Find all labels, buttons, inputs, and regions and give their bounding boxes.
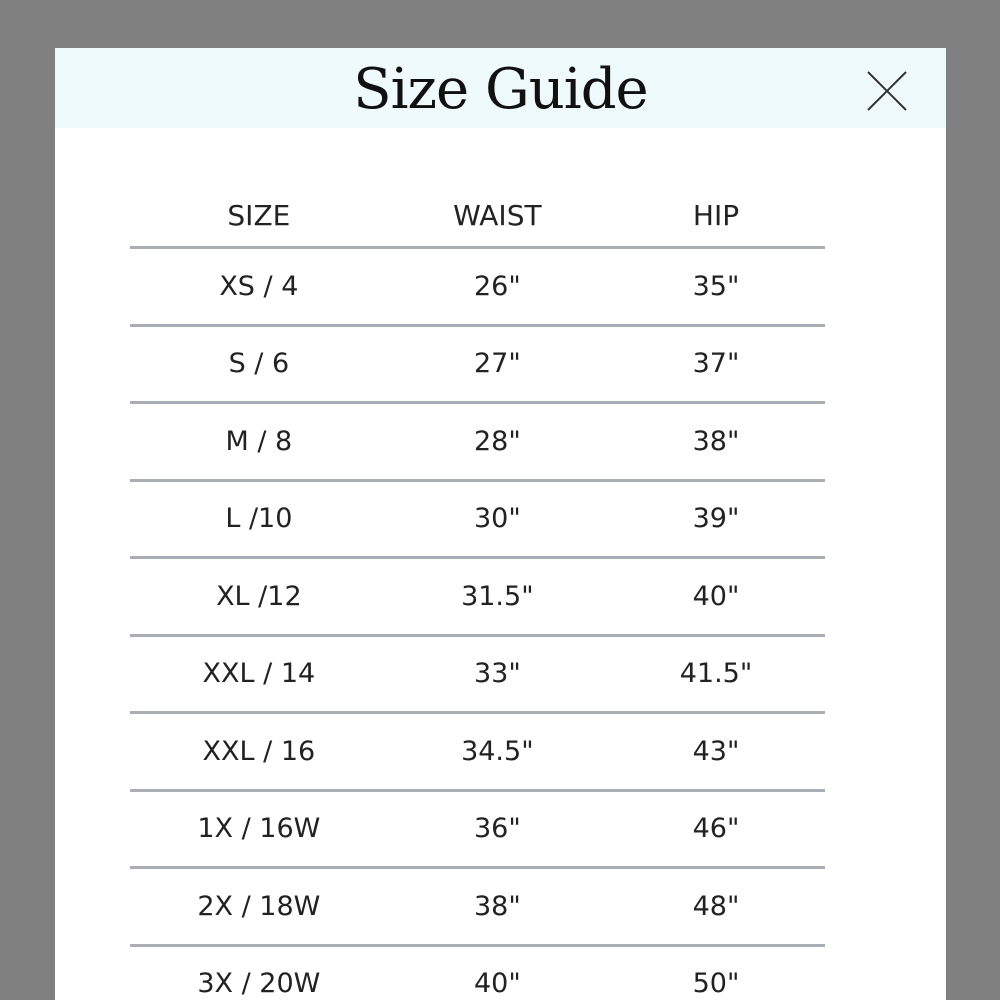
cell-size: 1X / 16W bbox=[197, 813, 321, 845]
cell-size: S / 6 bbox=[228, 348, 290, 380]
cell-hip: 46" bbox=[692, 813, 740, 845]
modal-title: Size Guide bbox=[353, 57, 648, 122]
table-row bbox=[130, 947, 825, 1000]
cell-size: XXL / 14 bbox=[202, 658, 316, 690]
cell-waist: 36" bbox=[473, 813, 521, 845]
header-hip: HIP bbox=[692, 198, 740, 232]
header-size: SIZE bbox=[227, 198, 291, 232]
header-waist: WAIST bbox=[453, 198, 542, 232]
table-row bbox=[130, 792, 825, 870]
size-table bbox=[130, 176, 825, 1000]
table-row bbox=[130, 869, 825, 947]
cell-size: XL /12 bbox=[216, 580, 302, 612]
cell-hip: 37" bbox=[692, 348, 740, 380]
table-header bbox=[130, 176, 825, 249]
cell-waist: 40" bbox=[473, 968, 521, 1000]
table-row bbox=[130, 637, 825, 715]
cell-waist: 28" bbox=[473, 425, 521, 457]
table-row bbox=[130, 404, 825, 482]
table-row bbox=[130, 482, 825, 560]
table-row bbox=[130, 714, 825, 792]
cell-waist: 34.5" bbox=[461, 735, 534, 767]
cell-size: L /10 bbox=[225, 503, 293, 535]
cell-size: M / 8 bbox=[225, 425, 293, 457]
table-row bbox=[130, 559, 825, 637]
cell-waist: 27" bbox=[473, 348, 521, 380]
close-icon bbox=[866, 70, 908, 112]
cell-hip: 40" bbox=[692, 580, 740, 612]
close-button[interactable] bbox=[866, 70, 908, 112]
cell-hip: 48" bbox=[692, 890, 740, 922]
modal-header bbox=[55, 48, 946, 128]
cell-waist: 38" bbox=[473, 890, 521, 922]
cell-waist: 33" bbox=[473, 658, 521, 690]
cell-waist: 31.5" bbox=[461, 580, 534, 612]
cell-size: 3X / 20W bbox=[197, 968, 321, 1000]
table-row bbox=[130, 249, 825, 327]
cell-hip: 38" bbox=[692, 425, 740, 457]
cell-hip: 43" bbox=[692, 735, 740, 767]
cell-hip: 35" bbox=[692, 270, 740, 302]
size-guide-modal bbox=[55, 48, 946, 1000]
cell-hip: 39" bbox=[692, 503, 740, 535]
cell-waist: 30" bbox=[473, 503, 521, 535]
cell-size: XXL / 16 bbox=[202, 735, 316, 767]
cell-hip: 41.5" bbox=[679, 658, 753, 690]
cell-hip: 50" bbox=[692, 968, 740, 1000]
cell-size: 2X / 18W bbox=[197, 890, 321, 922]
table-row bbox=[130, 327, 825, 405]
cell-waist: 26" bbox=[473, 270, 521, 302]
cell-size: XS / 4 bbox=[219, 270, 299, 302]
